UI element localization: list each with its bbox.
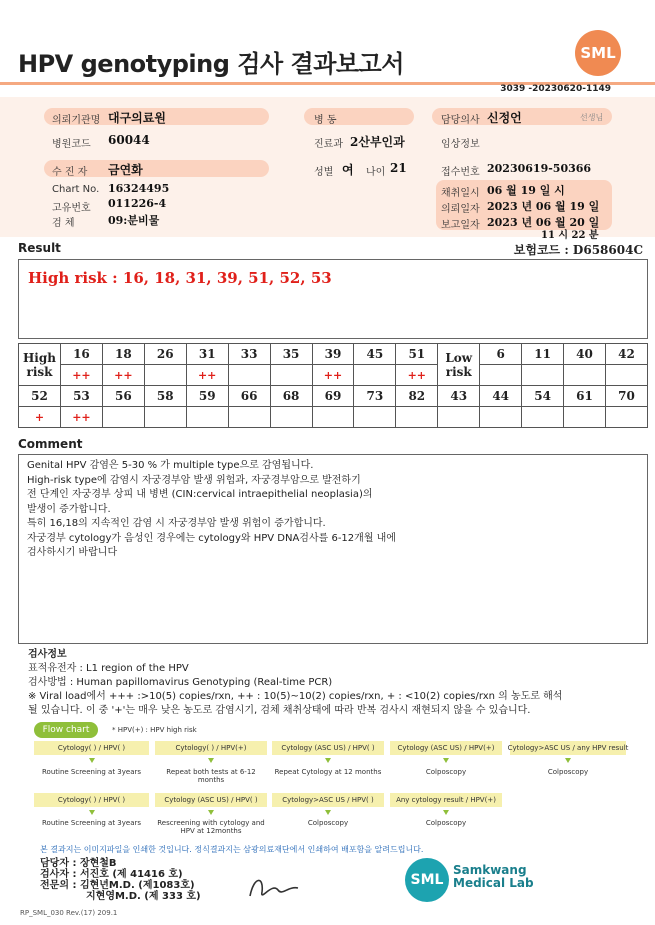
flow-arrow <box>325 758 331 763</box>
genotype-grid <box>18 343 648 428</box>
comment-line: 자궁경부 cytology가 음성인 경우에는 cytology와 HPV DNA검사를 6-12개월 내에 <box>27 532 396 544</box>
id-label: 고유번호 <box>52 203 91 214</box>
flow-legend: * HPV(+) : HPV high risk <box>112 726 197 734</box>
comment-line: Genital HPV 감염은 5-30 % 가 multiple type으로 감염됩니다. <box>27 460 314 471</box>
dept-label: 진료과 <box>314 139 343 150</box>
comment-line: High-risk type에 감염시 자궁경부암 발생 위험과, 자궁경부암으로 발전하기 <box>27 474 361 486</box>
result-mark: ++ <box>186 365 228 386</box>
collect-label: 채취일시 <box>441 188 480 199</box>
genotype-cell: 68 <box>270 386 312 407</box>
flow-condition: Cytology( ) / HPV( ) <box>34 741 149 755</box>
comment-box <box>18 454 648 644</box>
sex-label: 성별 <box>314 167 334 178</box>
lab-logo: SML <box>405 858 449 902</box>
insurance-code: 보험코드 : D658604C <box>513 243 643 257</box>
genotype-cell: 18 <box>102 344 144 365</box>
form-code: RP_SML_030 Rev.(17) 209.1 <box>20 909 118 917</box>
sml-logo: SML <box>575 30 621 76</box>
genotype-cell: 33 <box>228 344 270 365</box>
flow-condition: Cytology>ASC US / HPV( ) <box>272 793 384 807</box>
genotype-cell: 16 <box>60 344 102 365</box>
genotype-cell: 35 <box>270 344 312 365</box>
specimen-value: 09:분비물 <box>108 214 160 227</box>
result-mark <box>564 407 606 428</box>
flow-chart-tag: Flow chart <box>34 722 98 738</box>
flow-action: Repeat both tests at 6-12 months <box>166 768 256 784</box>
result-mark <box>102 407 144 428</box>
genotype-cell: 82 <box>396 386 438 407</box>
result-mark <box>396 407 438 428</box>
result-mark <box>480 407 522 428</box>
flow-condition: Any cytology result / HPV(+) <box>390 793 502 807</box>
result-heading: Result <box>18 241 61 255</box>
genotype-cell: 53 <box>60 386 102 407</box>
result-mark <box>144 407 186 428</box>
genotype-cell: 40 <box>564 344 606 365</box>
sex-value: 여 <box>342 163 354 177</box>
result-mark <box>522 407 564 428</box>
collect-value: 06 월 19 일 시 <box>487 184 565 197</box>
high-risk-label: High risk <box>19 344 61 386</box>
result-mark <box>522 365 564 386</box>
flow-action: Routine Screening at 3years <box>41 768 142 776</box>
ward-label: 병 동 <box>314 115 337 126</box>
genotype-cell: 26 <box>144 344 186 365</box>
age-label: 나이 <box>366 167 386 178</box>
result-mark: ++ <box>60 407 102 428</box>
signers: 담당자 : 장현철B 검사자 : 서진호 (제 41416 호) 전문의 : 김현년M.D. (제1083호) 지현영M.D. (제 333 호) <box>40 858 201 902</box>
result-mark <box>354 407 396 428</box>
genotype-cell: 56 <box>102 386 144 407</box>
genotype-cell: 70 <box>605 386 647 407</box>
comment-line: 특히 16,18의 지속적인 감염 시 자궁경부암 발생 위험이 증가합니다. <box>27 518 326 529</box>
genotype-cell: 39 <box>312 344 354 365</box>
specimen-label: 검 체 <box>52 218 75 229</box>
genotype-cell: 52 <box>19 386 61 407</box>
flow-condition: Cytology (ASC US) / HPV( ) <box>155 793 267 807</box>
result-mark <box>270 407 312 428</box>
result-mark: ++ <box>102 365 144 386</box>
genotype-cell: 51 <box>396 344 438 365</box>
request-label: 의뢰일자 <box>441 204 480 215</box>
patient-label: 수 진 자 <box>52 167 88 178</box>
genotype-cell: 69 <box>312 386 354 407</box>
flow-condition: Cytology (ASC US) / HPV(+) <box>390 741 502 755</box>
result-mark <box>228 407 270 428</box>
patient-value: 금연화 <box>108 163 143 177</box>
code-value: 60044 <box>108 133 150 147</box>
genotype-cell: 61 <box>564 386 606 407</box>
flow-condition: Cytology>ASC US / any HPV result <box>510 741 626 755</box>
result-mark <box>354 365 396 386</box>
flow-arrow <box>89 758 95 763</box>
doctor-value: 신정언 <box>487 111 522 125</box>
method-section: 검사정보 표적유전자 : L1 region of the HPV 검사방법 : Human papillomavirus Genotyping (Real-time PCR) ※ Viral load에서 +++ :>10(5) copies/rxn, ++ : 10(5)~10(2) copies/rxn, + : <10(2) copies/rxn 의 농도로 해석 될 있습니다. 이 중 '+'는 매우 낮은 농도로 감염시기, 검체 채취상태에 따라 반복 검사시 재현되지 않을 수 있습니다. <box>28 649 563 716</box>
result-mark: ++ <box>312 365 354 386</box>
result-mark: ++ <box>60 365 102 386</box>
lab-name: Samkwang Medical Lab <box>453 863 534 890</box>
dept-value: 2산부인과 <box>350 135 405 149</box>
code-label: 병원코드 <box>52 139 91 150</box>
result-mark <box>605 407 647 428</box>
result-mark <box>564 365 606 386</box>
clinical-label: 임상정보 <box>441 139 480 150</box>
flow-action: Rescreening with cytology and HPV at 12months <box>157 819 265 835</box>
result-mark: + <box>19 407 61 428</box>
chart-label: Chart No. <box>52 184 100 195</box>
chart-value: 16324495 <box>108 182 170 195</box>
low-risk-label: Low risk <box>438 344 480 386</box>
result-mark <box>312 407 354 428</box>
flow-action: Colposcopy <box>425 819 467 827</box>
genotype-cell: 66 <box>228 386 270 407</box>
report-title: HPV genotyping 검사 결과보고서 <box>18 50 404 78</box>
high-risk-summary: High risk : 16, 18, 31, 39, 51, 52, 53 <box>28 269 332 287</box>
report-time: 11 시 22 분 <box>541 230 599 241</box>
flow-condition: Cytology (ASC US) / HPV( ) <box>272 741 384 755</box>
comment-heading: Comment <box>18 437 83 451</box>
flow-action: Repeat Cytology at 12 months <box>274 768 382 776</box>
flow-arrow <box>89 810 95 815</box>
flow-action: Colposcopy <box>425 768 467 776</box>
flow-arrow <box>443 810 449 815</box>
genotype-cell: 54 <box>522 386 564 407</box>
result-mark <box>605 365 647 386</box>
result-mark <box>270 365 312 386</box>
comment-line: 검사하시기 바랍니다 <box>27 547 118 558</box>
footnote: 본 결과지는 이미지파일을 인쇄한 것입니다. 정식결과지는 삼광의료재단에서 인쇄하여 배포함을 알려드립니다. <box>40 845 424 854</box>
institution-label: 의뢰기관명 <box>52 115 101 126</box>
genotype-cell: 73 <box>354 386 396 407</box>
genotype-cell: 43 <box>438 386 480 407</box>
flow-action: Routine Screening at 3years <box>41 819 142 827</box>
flow-arrow <box>565 758 571 763</box>
request-value: 2023 년 06 월 19 일 <box>487 200 600 213</box>
id-value: 011226-4 <box>108 197 167 210</box>
signature-icon <box>244 872 304 904</box>
flow-arrow <box>208 810 214 815</box>
comment-line: 발생이 증가합니다. <box>27 503 111 515</box>
doctor-label: 담당의사 <box>441 115 480 126</box>
flow-arrow <box>325 810 331 815</box>
report-value: 2023 년 06 월 20 일 <box>487 216 600 229</box>
flow-action: Colposcopy <box>307 819 349 827</box>
result-mark <box>480 365 522 386</box>
flow-action: Colposcopy <box>547 768 589 776</box>
age-value: 21 <box>390 161 407 175</box>
receipt-value: 20230619-50366 <box>487 162 592 175</box>
flow-arrow <box>443 758 449 763</box>
report-number: 3039 -20230620-1149 <box>500 84 611 94</box>
doctor-suffix: 선생님 <box>580 113 604 122</box>
genotype-cell: 45 <box>354 344 396 365</box>
genotype-cell: 44 <box>480 386 522 407</box>
genotype-cell: 31 <box>186 344 228 365</box>
genotype-cell: 42 <box>605 344 647 365</box>
genotype-cell: 59 <box>186 386 228 407</box>
flow-arrow <box>208 758 214 763</box>
genotype-cell: 58 <box>144 386 186 407</box>
result-mark: ++ <box>396 365 438 386</box>
result-mark <box>144 365 186 386</box>
institution-value: 대구의료원 <box>108 111 166 125</box>
flow-condition: Cytology( ) / HPV( ) <box>34 793 149 807</box>
genotype-cell: 6 <box>480 344 522 365</box>
comment-line: 전 단계인 자궁경부 상피 내 병변 (CIN:cervical intraepithelial neoplasia)의 <box>27 489 373 500</box>
result-mark <box>186 407 228 428</box>
result-mark <box>228 365 270 386</box>
receipt-label: 접수번호 <box>441 167 480 178</box>
genotype-cell: 11 <box>522 344 564 365</box>
result-mark <box>438 407 480 428</box>
report-label: 보고일자 <box>441 220 480 231</box>
flow-condition: Cytology( ) / HPV(+) <box>155 741 267 755</box>
